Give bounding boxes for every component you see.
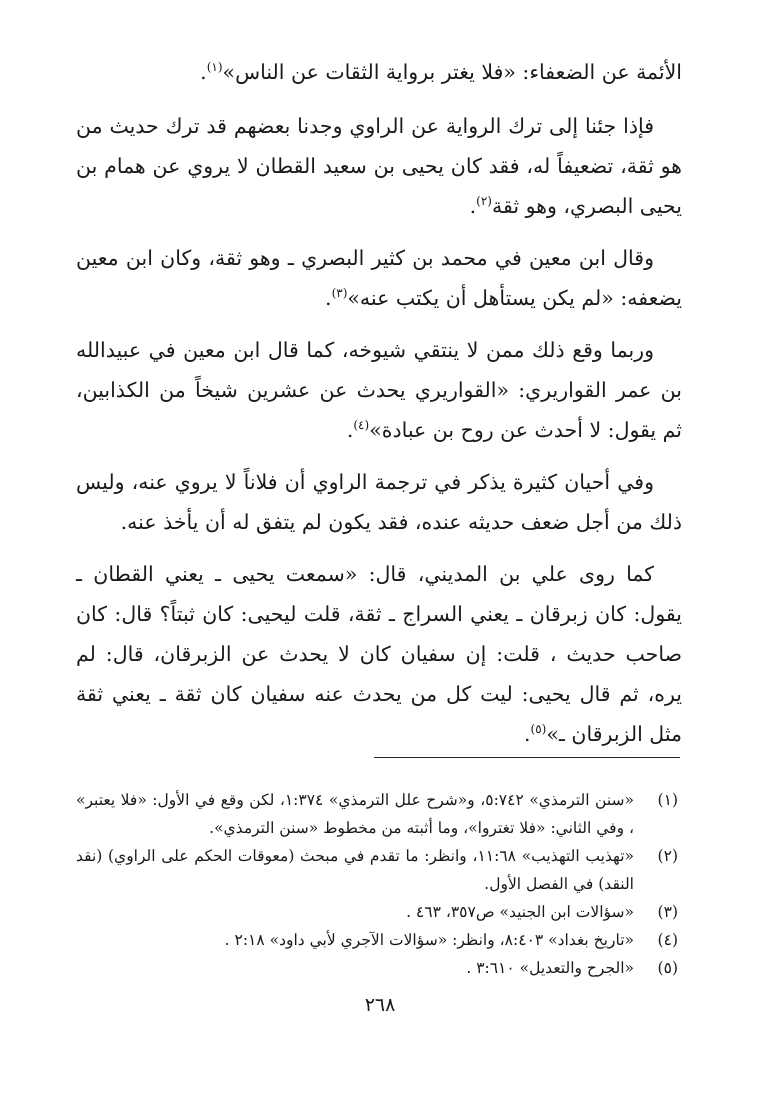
footnote-number: (٥) bbox=[657, 959, 678, 977]
footnote-ref-1[interactable]: (١) bbox=[206, 60, 223, 75]
footnote-text: «الجرح والتعديل» ٣:٦١٠ . bbox=[466, 959, 634, 977]
footnote-4 bbox=[76, 926, 682, 954]
footnote-3 bbox=[76, 898, 682, 926]
footnote-text: «تاريخ بغداد» ٨:٤٠٣، وانظر: «سؤالات الآجري لأبي داود» ٢:١٨ . bbox=[224, 931, 634, 949]
main-body bbox=[76, 52, 682, 766]
footnote-ref-5[interactable]: (٥) bbox=[530, 722, 547, 737]
footnote-ref-3[interactable]: (٣) bbox=[331, 286, 348, 301]
footnote-2 bbox=[76, 842, 682, 898]
footnote-number: (١) bbox=[657, 791, 678, 809]
footnote-ref-4[interactable]: (٤) bbox=[353, 418, 370, 433]
footnote-5 bbox=[76, 954, 682, 982]
paragraph-4: وربما وقع ذلك ممن لا ينتقي شيوخه، كما قال ابن معين في عبيدالله بن عمر القواريري: «القواريري يحدث عن عشرين شيخاً من الكذابين، ثم يقول: لا أحدث عن روح بن عبادة»$^{(٤)}$. bbox=[76, 338, 682, 442]
paragraph-1: الأئمة عن الضعفاء: «فلا يغتر برواية الثقات عن الناس»$^{(١)}$. bbox=[200, 60, 682, 84]
paragraph-2: فإذا جئنا إلى ترك الرواية عن الراوي وجدنا بعضهم قد ترك حديث من هو ثقة، تضعيفاً له، فقد كان يحيى بن سعيد القطان لا يروي عن همام بن يحيى البصري، وهو ثقة$^{(٢)}$. bbox=[76, 114, 682, 218]
footnote-ref-2[interactable]: (٢) bbox=[476, 194, 492, 209]
paragraph-3: وقال ابن معين في محمد بن كثير البصري ـ وهو ثقة، وكان ابن معين يضعفه: «لم يكن يستأهل أن يكتب عنه»$^{(٣)}$. bbox=[76, 246, 682, 310]
footnote-number: (٣) bbox=[657, 903, 678, 921]
footnote-1 bbox=[76, 786, 682, 842]
footnote-number: (٤) bbox=[657, 931, 678, 949]
footnote-text: «تهذيب التهذيب» ١١:٦٨، وانظر: ما تقدم في مبحث (معوقات الحكم على الراوي) (نقد النقد) في الفصل الأول. bbox=[76, 847, 634, 893]
footnote-text: «سؤالات ابن الجنيد» ص٣٥٧، ٤٦٣ . bbox=[406, 903, 634, 921]
footnote-number: (٢) bbox=[657, 847, 678, 865]
page-number: ٢٦٨ bbox=[364, 994, 396, 1016]
footnotes bbox=[76, 786, 682, 982]
footnote-text: «سنن الترمذي» ٥:٧٤٢، و«شرح علل الترمذي» ١:٣٧٤، لكن وقع في الأول: «فلا يعتبر» ، وفي الثاني: «فلا تغتروا»، وما أثبته من مخطوط «سنن الترمذي». bbox=[76, 791, 634, 837]
paragraph-6: كما روى علي بن المديني، قال: «سمعت يحيى ـ يعني القطان ـ يقول: كان زبرقان ـ يعني السراج ـ ثقة، قلت ليحيى: كان ثبتاً؟ قال: كان صاحب حديث ، قلت: إن سفيان كان لا يحدث عن الزبرقان، قال: لم يره، ثم قال يحيى: ليت كل من يحدث عنه سفيان كان ثقة ـ يعني ثقة مثل الزبرقان ـ»$^{(٥)}$. bbox=[76, 562, 682, 746]
footnote-divider bbox=[374, 757, 680, 758]
paragraph-5: وفي أحيان كثيرة يذكر في ترجمة الراوي أن فلاناً لا يروي عنه، وليس ذلك من أجل ضعف حديثه عنده، فقد يكون لم يتفق له أن يأخذ عنه. bbox=[76, 470, 682, 534]
